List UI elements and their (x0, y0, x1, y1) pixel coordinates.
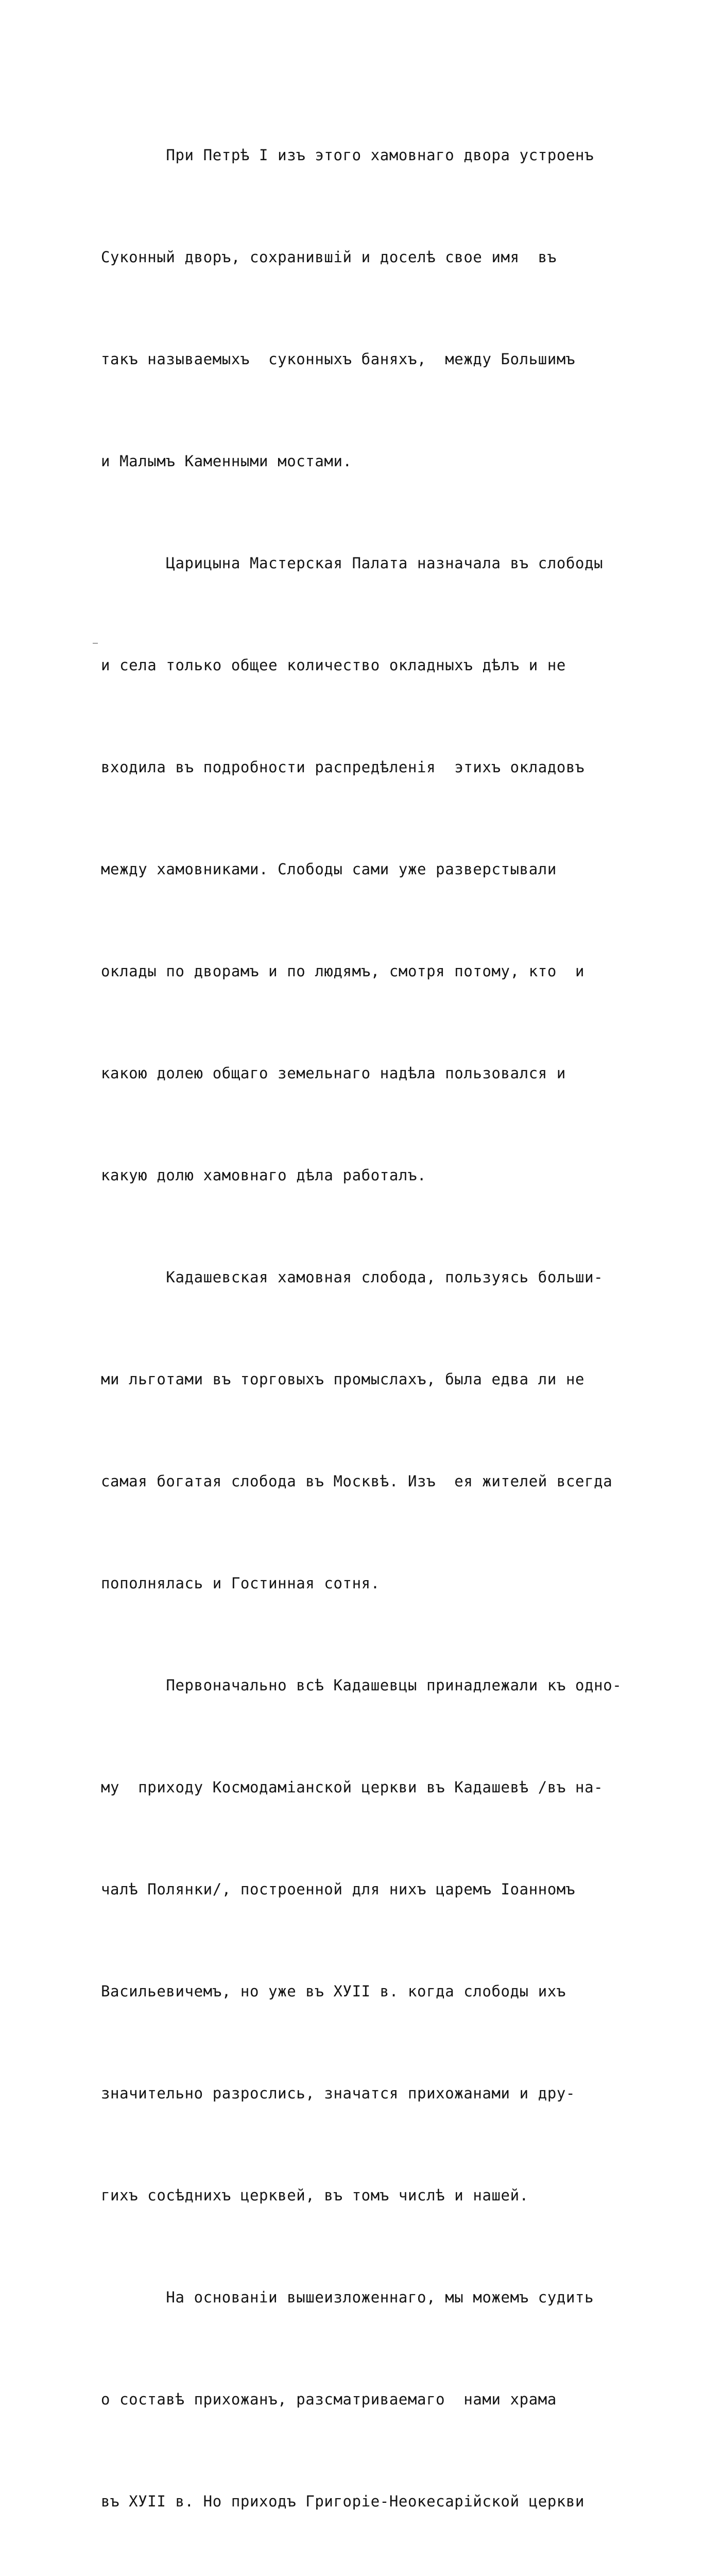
text-line: самая богатая слобода въ Москвѣ. Изъ ея жителей всегда (101, 1472, 613, 1490)
text-line: и села только общее количество окладныхъ дѣлъ и не (101, 656, 566, 674)
text-line: чалѣ Полянки/, построенной для нихъ царемъ Іоанномъ (101, 1880, 576, 1898)
text-line: входила въ подробности распредѣленія этихъ окладовъ (101, 758, 585, 776)
text-line: пополнялась и Гостинная сотня. (101, 1574, 380, 1592)
text-line: Суконный дворъ, сохранившій и доселѣ свое имя въ (101, 248, 557, 266)
text-line: При Петрѣ I изъ этого хамовнаго двора устроенъ (101, 146, 594, 164)
text-line: гихъ сосѣднихъ церквей, въ томъ числѣ и нашей. (101, 2187, 529, 2204)
text-line: оклады по дворамъ и по людямъ, смотря потому, кто и (101, 962, 585, 980)
text-line: о составѣ прихожанъ, разсматриваемаго нами храма (101, 2391, 557, 2408)
text-line: Кадашевская хамовная слобода, пользуясь больши- (101, 1268, 604, 1286)
text-line: какою долею общаго земельнаго надѣла пользовался и (101, 1064, 566, 1082)
text-line: Царицына Мастерская Палата назначала въ слободы (101, 554, 604, 572)
text-line: между хамовниками. Слободы сами уже разверстывали (101, 860, 557, 878)
text-line: ми льготами въ торговыхъ промыслахъ, была едва ли не (101, 1370, 585, 1388)
text-line: Первоначально всѣ Кадашевцы принадлежали къ одно- (101, 1676, 622, 1694)
text-line: му приходу Космодаміанской церкви въ Кадашевѣ /въ на- (101, 1778, 604, 1796)
text-line: какую долю хамовнаго дѣла работалъ. (101, 1166, 427, 1184)
text-line: въ ХУII в. Но приходъ Григоріе-Неокесарійской церкви (101, 2493, 585, 2510)
text-line: На основаніи вышеизложеннаго, мы можемъ судить (101, 2289, 594, 2306)
text-line: Васильевичемъ, но уже въ ХУII в. когда слободы ихъ (101, 1982, 566, 2000)
text-line: и Малымъ Каменными мостами. (101, 452, 352, 470)
text-line: такъ называемыхъ суконныхъ баняхъ, между Большимъ (101, 350, 576, 368)
page-text (101, 70, 622, 2576)
text-line: значительно разрослись, значатся прихожанами и дру- (101, 2084, 576, 2102)
